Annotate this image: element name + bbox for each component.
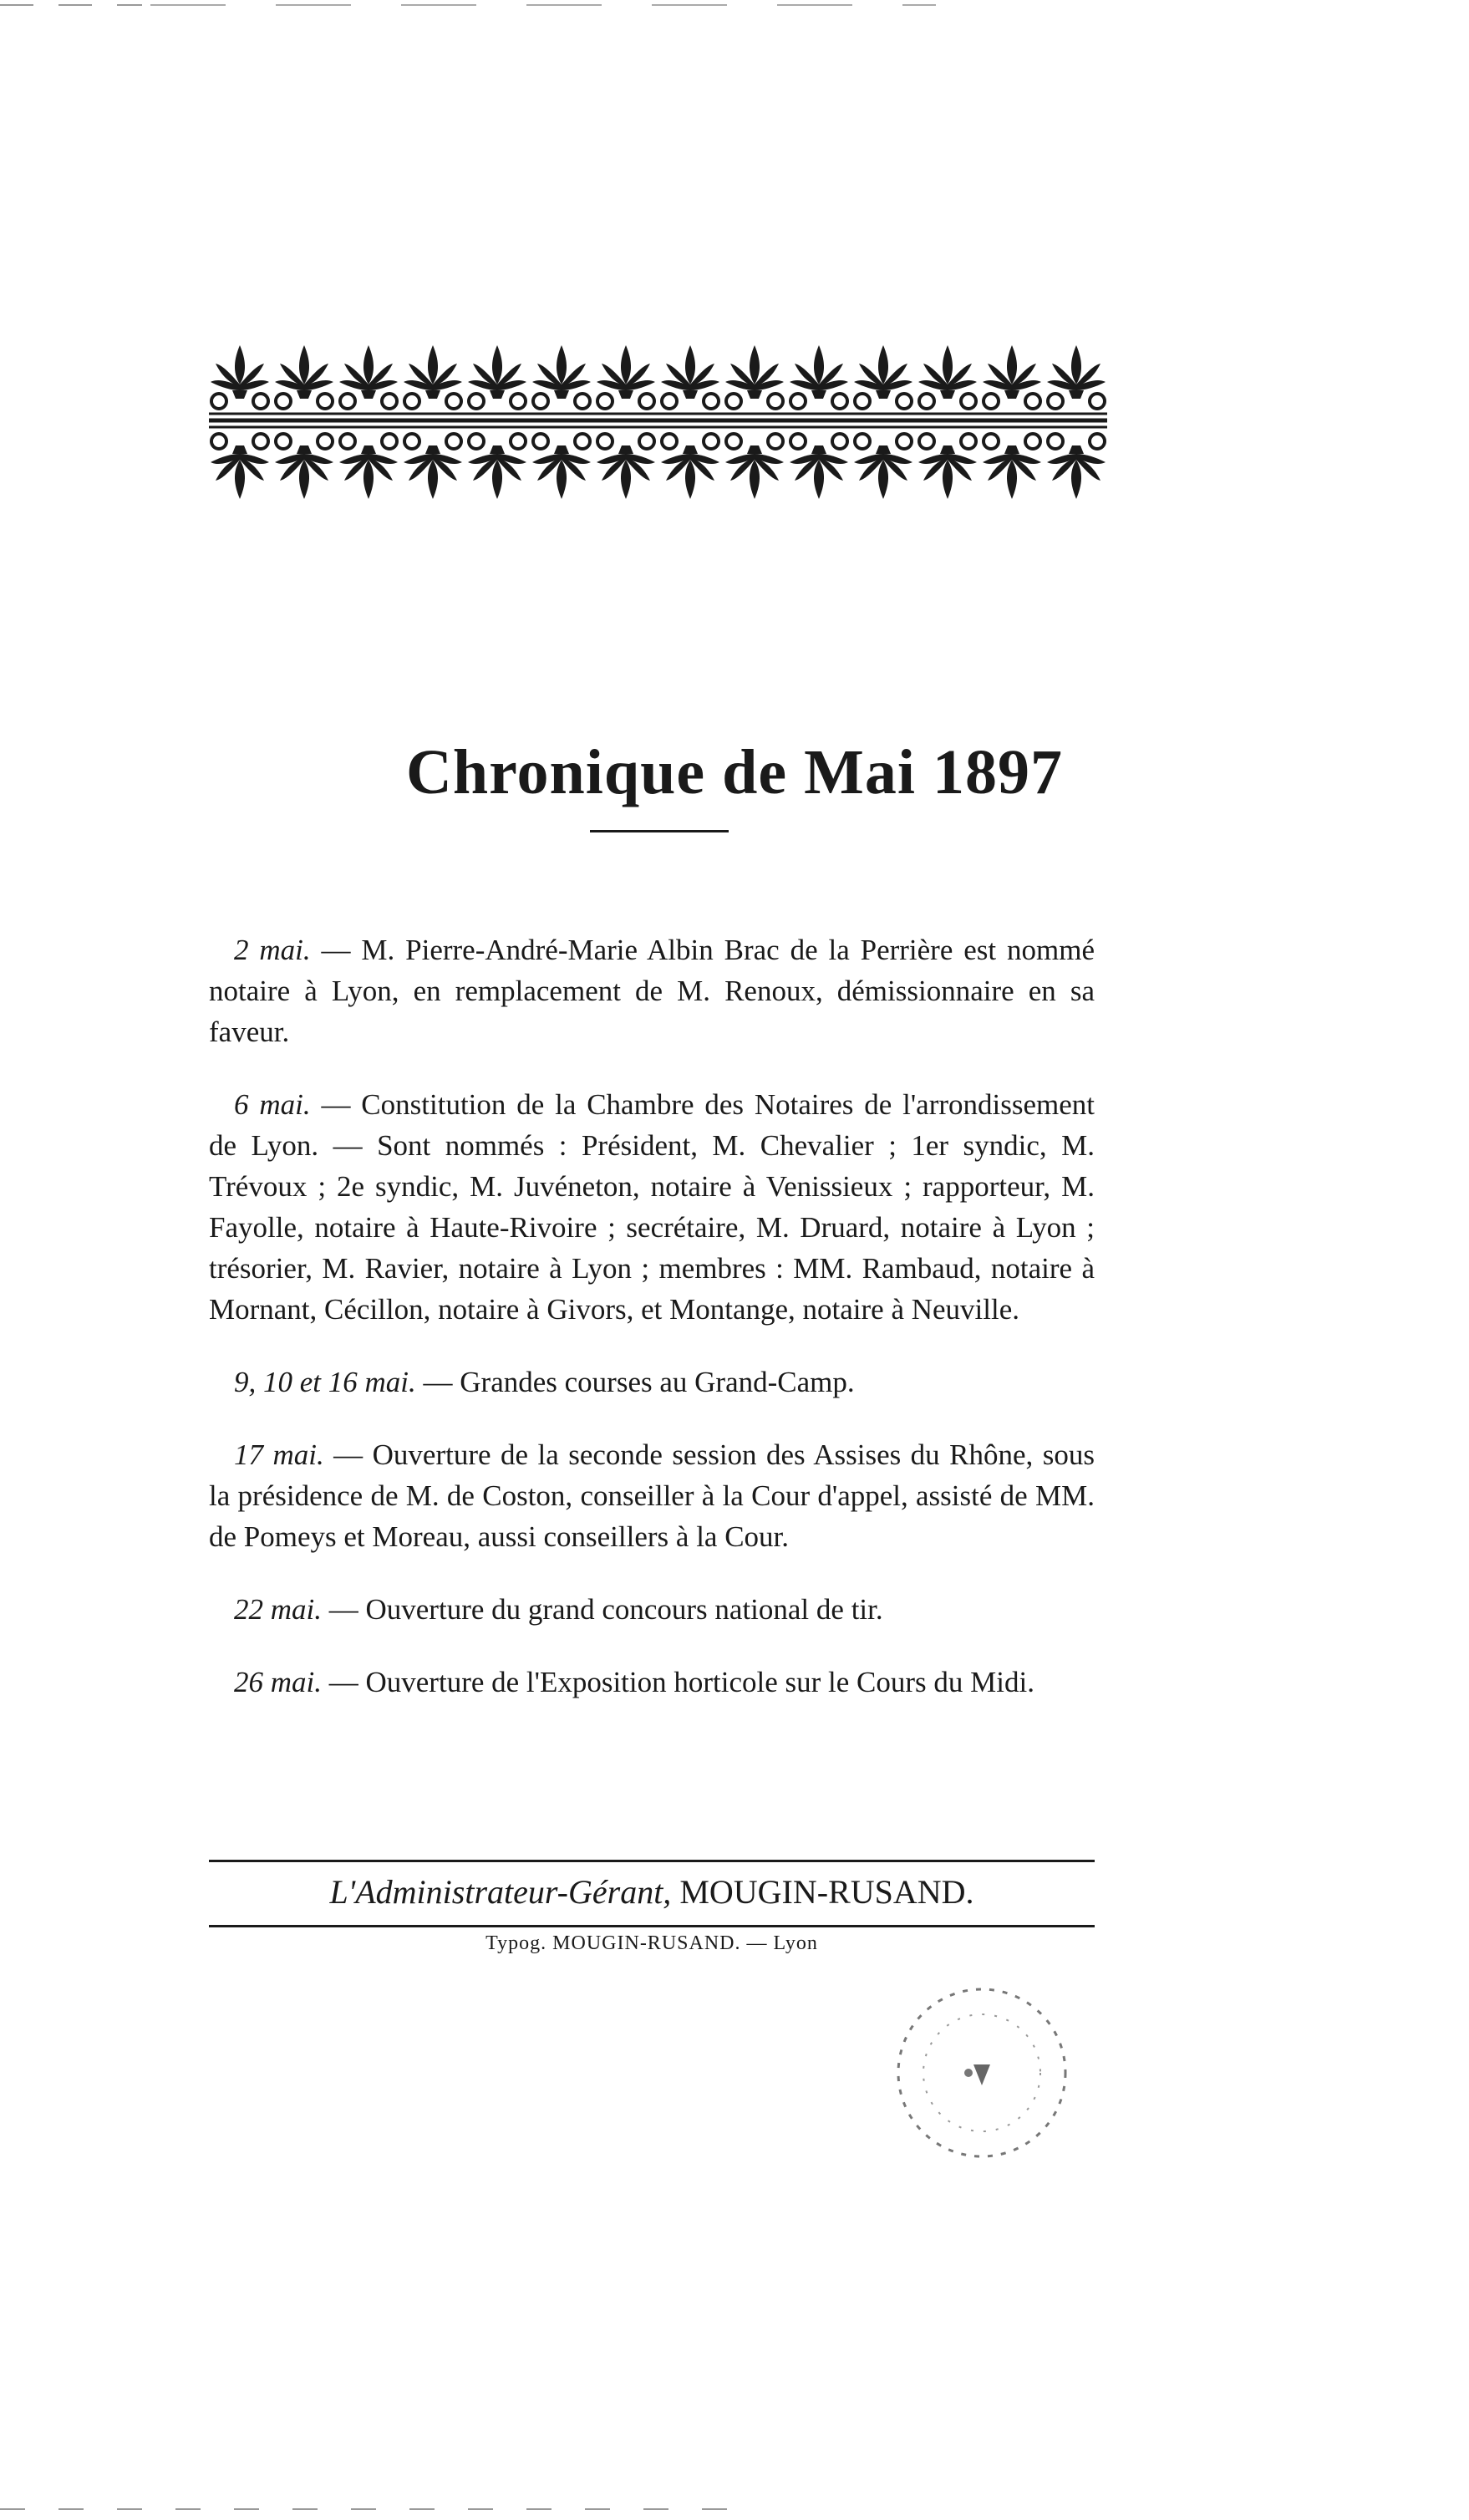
entry-text: — Ouverture du grand concours national de tir. xyxy=(322,1593,883,1626)
signature-rule-bottom xyxy=(209,1925,1095,1927)
entry-date: 9, 10 et 16 mai. xyxy=(234,1366,416,1398)
library-stamp-icon xyxy=(882,1973,1082,2173)
entry-text: — M. Pierre-André-Marie Albin Brac de la Perrière est nommé notaire à Lyon, en remplacement de M. Renoux, démissionnaire en sa faveur. xyxy=(209,934,1095,1048)
entry-text: — Grandes courses au Grand-Camp. xyxy=(415,1366,855,1398)
signature-role: L'Administrateur-Gérant, xyxy=(329,1873,672,1911)
entry-date: 2 mai. xyxy=(234,934,311,966)
list-item xyxy=(209,1662,1095,1703)
list-item xyxy=(209,1362,1095,1403)
entry-date: 22 mai. xyxy=(234,1593,322,1626)
entry-text: — Ouverture de l'Exposition horticole sur le Cours du Midi. xyxy=(322,1666,1034,1698)
entry-date: 17 mai. xyxy=(234,1438,324,1471)
signature-rule-top xyxy=(209,1860,1095,1862)
page-title: Chronique de Mai 1897 xyxy=(405,736,1063,807)
entry-date: 26 mai. xyxy=(234,1666,322,1698)
scan-edge-top xyxy=(0,0,1469,17)
printer-imprint: Typog. MOUGIN-RUSAND. — Lyon xyxy=(485,1932,818,1954)
list-item xyxy=(209,1434,1095,1557)
entry-date: 6 mai. xyxy=(234,1088,311,1121)
signature-name: MOUGIN-RUSAND. xyxy=(679,1873,974,1911)
scan-edge-bottom xyxy=(0,2499,1469,2520)
signature-line xyxy=(209,1869,1095,1916)
list-item xyxy=(209,1084,1095,1330)
title-divider xyxy=(590,830,729,832)
list-item xyxy=(209,929,1095,1052)
decorative-frieze xyxy=(209,339,1107,506)
entry-text: — Ouverture de la seconde session des Assises du Rhône, sous la présidence de M. de Coston, conseiller à la Cour d'appel, assisté de MM. de Pomeys et Moreau, aussi conseillers à la Cour. xyxy=(209,1438,1095,1553)
chronicle-entries xyxy=(209,929,1095,1734)
list-item xyxy=(209,1589,1095,1630)
entry-text: — Constitution de la Chambre des Notaires de l'arrondissement de Lyon. — Sont nommés : Président, M. Chevalier ; 1er syndic, M. Trévoux ; 2e syndic, M. Juvéneton, notaire à Venissieux ; rapporteur, M. Fayolle, notaire à Haute-Rivoire ; secrétaire, M. Druard, notaire à Lyon ; trésorier, M. Ravier, notaire à Lyon ; membres : MM. Rambaud, notaire à Mornant, Cécillon, notaire à Givors, et Montange, notaire à Neuville. xyxy=(209,1088,1095,1326)
